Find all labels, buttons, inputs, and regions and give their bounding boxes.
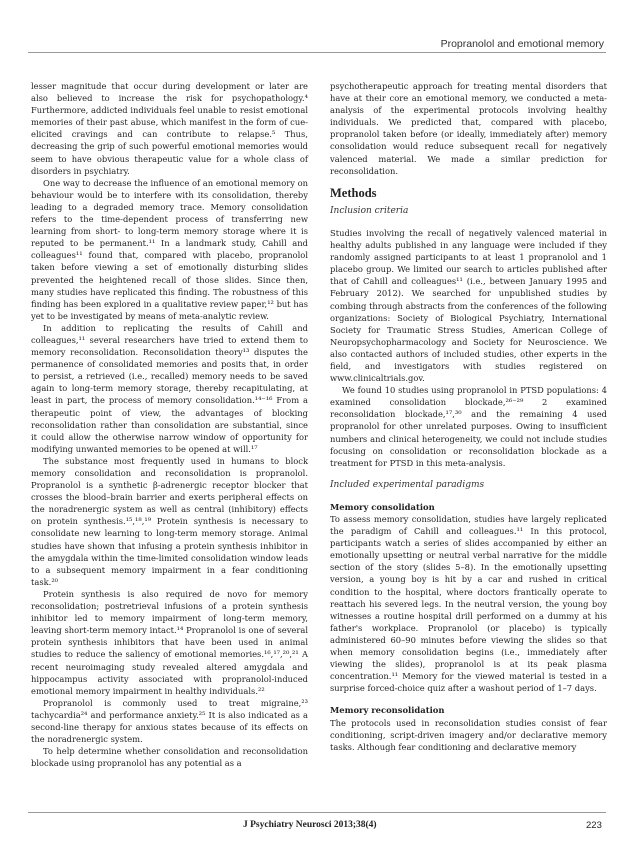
inclusion-criteria-heading: Inclusion criteria (330, 205, 409, 216)
paragraph: Propranolol is commonly used to treat migraine,²³ tachycardia²⁴ and performance anxiety.²⁵ It is also indicated as a second-line therapy for anxious states because of its effects on the noradrenergic system. (31, 697, 308, 745)
paragraph: The protocols used in reconsolidation studies consist of fear conditioning, script-driven imagery and/or declarative memory tasks. Although fear conditioning and declarative memory (330, 717, 607, 752)
running-title: Propranolol and emotional memory (440, 38, 604, 50)
paragraph: psychotherapeutic approach for treating mental disorders that have at their core an emotional memory, we conducted a meta-analysis of the experimental protocols involving healthy individuals. We predicted that, compared with placebo, propranolol taken before (or ideally, immediately after) memory consolidation would reduce subsequent recall for negatively valenced material. We made a similar prediction for reconsolidation. (330, 81, 607, 176)
paragraph: lesser magnitude that occur during development or later are also believed to increase the risk for psychopathology.⁴ Furthermore, addicted individuals feel unable to resist emotional memories of their past abuse, which manifest in the form of cue-elicited cravings and can contribute to relapse.⁵ Thus, decreasing the grip of such powerful emotional memories would seem to have obvious therapeutic value for a whole class of disorders in psychiatry. (31, 81, 308, 176)
footer-divider (28, 812, 606, 813)
paragraph: We found 10 studies using propranolol in PTSD populations: 4 examined consolidation blockade,²⁶⁻²⁹ 2 examined reconsolidation blockade,¹⁷,³⁰ and the remaining 4 used propranolol for other unrelated purposes. Owing to insufficient numbers and clinical heterogeneity, we could not include studies focusing on consolidation or reconsolidation blockade as a treatment for PTSD in this meta-analysis. (330, 385, 607, 468)
paragraph: Protein synthesis is also required de novo for memory reconsolidation; postretrieval infusions of a protein synthesis inhibitor led to memory impairment of long-term memory, leaving short-term memory intact.¹⁴ Propranolol is one of several protein synthesis inhibitors that have been used in animal studies to reduce the saliency of emotional memories.¹⁶,¹⁷,²⁰,²¹ A recent neuroimaging study revealed altered amygdala and hippocampus activity associated with propranolol-induced emotional memory impairment in healthy individuals.²² (31, 588, 308, 696)
left-column (31, 80, 308, 769)
memory-reconsolidation-heading: Memory reconsolidation (330, 705, 445, 716)
paragraph: One way to decrease the influence of an emotional memory on behaviour would be to interfere with its consolidation, thereby leading to a degraded memory trace. Memory consolidation refers to the time-dependent process of transferring new learning from short- to long-term memory storage where it is reputed to be permanent.¹¹ In a landmark study, Cahill and colleagues¹¹ found that, compared with placebo, propranolol taken before viewing a set of emotionally disturbing slides prevented the heightened recall of those slides. Since then, many studies have replicated this finding. The robustness of this finding has been explored in a qualitative review paper,¹² but has yet to be investigated by means of meta-analytic review. (31, 177, 308, 321)
page-number: 223 (586, 820, 602, 831)
paragraph: To help determine whether consolidation and reconsolidation blockade using propranolol has any potential as a (31, 746, 308, 769)
paragraph: In addition to replicating the results of Cahill and colleagues,¹¹ several researchers have tried to extend them to memory reconsolidation. Reconsolidation theory¹³ disputes the permanence of consolidated memories and posits that, in order to persist, a retrieved (i.e., recalled) memory needs to be saved again to long-term memory storage, thereby recapitulating, at least in part, the process of memory consolidation.¹⁴⁻¹⁶ From a therapeutic point of view, the advantages of blocking reconsolidation rather than consolidation are substantial, since it could allow the otherwise narrow window of opportunity for modifying unwanted memories to be opened at will.¹⁷ (31, 322, 308, 454)
methods-heading: Methods (330, 185, 377, 200)
paragraph: The substance most frequently used in humans to block memory consolidation and reconsolidation is propranolol. Propranolol is a synthetic β-adrenergic receptor blocker that crosses the blood–brain barrier and exerts peripheral effects on the noradrenergic system as well as central (inhibitory) effects on protein synthesis.¹⁵,¹⁸,¹⁹ Protein synthesis is necessary to consolidate new learning to long-term memory storage. Animal studies have shown that infusing a protein synthesis inhibitor in the amygdala within the time-limited consolidation window leads to a subsequent memory impairment in a fear conditioning task.²⁰ (31, 455, 308, 587)
journal-citation: J Psychiatry Neurosci 2013;38(4) (243, 820, 377, 830)
memory-consolidation-heading: Memory consolidation (330, 501, 435, 512)
paragraph: To assess memory consolidation, studies have largely replicated the paradigm of Cahill and colleagues.¹¹ In this protocol, participants watch a series of slides accompanied by either an emotionally upsetting or neutral verbal narrative for the middle section of the story (slides 5–8). In the emotionally upsetting version, a young boy is hit by a car and rushed in critical condition to the hospital, where doctors frantically operate to reattach his severed legs. In the neutral version, the young boy witnesses a routine hospital drill performed on a dummy at his father's workplace. Propranolol (or placebo) is typically administered 60–90 minutes before viewing the slides so that when memory consolidation begins (i.e., immediately after viewing the slides), propranolol is at its peak plasma concentration.¹¹ Memory for the viewed material is tested in a surprise forced-choice quiz after a washout period of 1–7 days. (330, 514, 607, 694)
included-paradigms-heading: Included experimental paradigms (330, 479, 485, 490)
right-column (330, 80, 607, 753)
paragraph: Studies involving the recall of negatively valenced material in healthy adults published in any language were included if they randomly assigned participants to at least 1 propranolol and 1 placebo group. We limited our search to articles published after that of Cahill and colleagues¹¹ (i.e., between January 1995 and February 2012). We searched for unpublished studies by combing through abstracts from the conferences of the following organizations: Society of Biological Psychiatry, International Society for Traumatic Stress Studies, American College of Neuropsychopharmacology and Society for Neuroscience. We also contacted authors of included studies, other experts in the field, and investigators with studies registered on www.clinicaltrials.gov. (330, 227, 607, 384)
header-divider (28, 52, 606, 53)
